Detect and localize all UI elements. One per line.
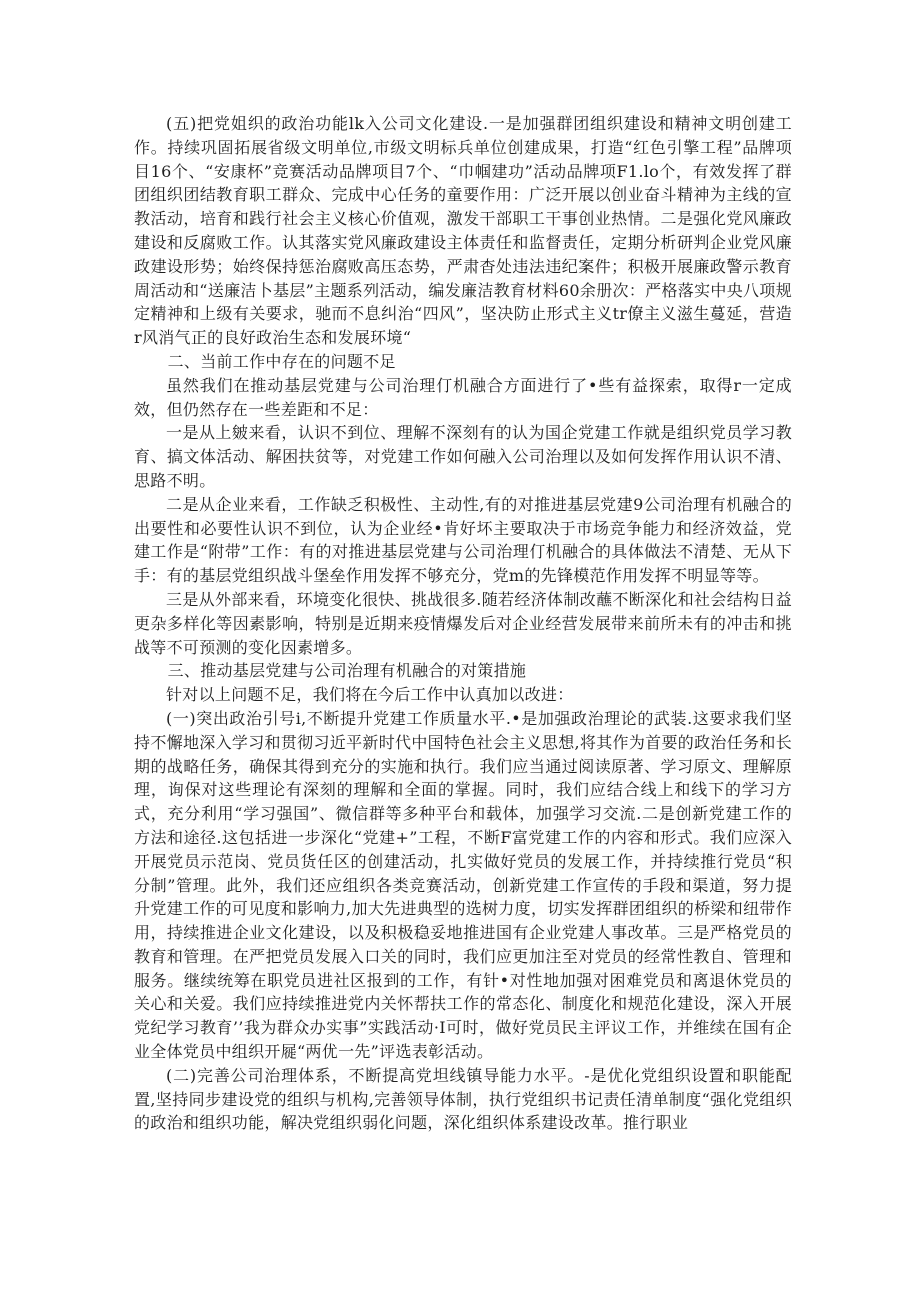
paragraph-problem-three: 三是从外部来看，环境变化很快、挑战很多.随若经济体制改蘸不断深化和社会结构日益更杂多样化等因素影响，特别是近期来疫情爆发后对企业经营发展带来前所未有的冲击和挑战等不可预测的变化因素增多。	[134, 589, 792, 657]
heading-current-problems: 二、当前工作中存在的问题不足	[167, 351, 396, 371]
paragraph-countermeasures-intro: 针对以上问题不足，我们将在今后工作中认真加以改进：	[166, 685, 574, 705]
heading-countermeasures: 三、推动基层党建与公司治理有机融合的对策措施	[167, 661, 527, 681]
paragraph-problem-one: 一是从上皴来看，认识不到位、理解不深刻有的认为国企党建工作就是组织党员学习教育、搞文体活动、解困扶贫等，对党建工作如何融入公司治理以及如何发挥作用认识不清、思路不明。	[134, 423, 792, 490]
paragraph-problem-two: 二是从企业来看，工作缺乏积极性、主动性,有的对推进基层党建9公司治理有机融合的出要性和必要性认识不到位，认为企业经•肯好坏主要取决于市场竞争能力和经济效益，党建工作是“附带”工作：有的对推进基层党建与公司治理仃机融合的具体做法不清楚、无从下手：有的基层党组织战斗堡垒作用发挥不够充分，党m的先锋模范作用发挥不明显等等。	[134, 494, 792, 586]
paragraph-problems-intro: 虽然我们在推动基层党建与公司治理仃机融合方面进行了•些有益探索，取得r一定成效，但仍然存在一些差距和不足：	[134, 375, 792, 419]
document-body	[134, 112, 792, 1135]
paragraph-measure-one: (一)突出政治引号i,不断提升党建工作质量水平.•是加强政治理论的武装.这要求我们坚持不懈地深入学习和贯彻习近平新时代中国特色社会主义思想,将其作为首要的政治任务和长期的战略任务，确保其得到充分的实施和执行。我们应当通过阅读原著、学习原文、理解原理，询保对这些理论有深刻的理解和全面的掌握。同时，我们应结合线上和线下的学习方式，充分利用“学习强国”、微信群等多种平台和载体，加强学习交流.二是创新党建工作的方法和途径.这包括进一步深化“党建+”工程，不断F富党建工作的内容和形式。我们应深入开展党员示范岗、党员货任区的创建活动，扎实做好党员的发展工作，并持续推行党员“积分制”管理。此外，我们还应组织各类竞赛活动，创新党建工作宣传的手段和渠道，努力提升党建工作的可见度和影响力,加大先进典型的选树力度，切实发挥群团组织的桥梁和纽带作用，持续推进企业文化建设，以及积极稳妥地推进国有企业党建人事改革。三是严格党员的教育和管理。在严把党员发展入口关的同时，我们应更加注至对党员的经常性教自、管理和服务。继续统筹在职党员进社区报到的工作，有针•对性地加强对困难党员和离退休党员的关心和关爱。我们应持续推进党内关怀帮扶工作的常态化、制度化和规范化建设，深入开展党纪学习教育’’我为群众办实事”实践活动·I可时，做好党员民主评议工作，并维续在国有企业全体党员中组织开屣“两优一先”评选表彰活动。	[134, 708, 792, 1062]
paragraph-section-five: (五)把党姐织的政治功能lk入公司文化建设.一是加强群团组织建设和精神文明创建工作。持续巩固拓展省级文明单位,市级文明标兵单位创建成果，打造“红色引擎工程”品牌项目16个、“安康杯”竞赛活动品牌项目7个、“巾帼建功”活动品牌项F1.lo个，有效发挥了群团组织团结教育职工群众、完成中心任务的童要作用：广泛开展以创业奋斗精神为主线的宣教活动，培育和践行社会主义核心价值观，激发干部职工干事创业热情。二是强化党风廉政建设和反腐败工作。认其落实党风廉政建设主体责任和监督责任，定期分析研判企业党风廉政建设形势；始终保持惩治腐败高压态势，严肃杳处违法违纪案件；积极开展廉政警示教育周活动和“送廉洁卜基层”主题系列活动，编发廉洁教育材料60余册次：严格落实中央八项规定精神和上级有关要求，驰而不息纠治“四风”，坚决防止形式主义tr僚主义滋生蔓延，营造r风消气正的良好政治生态和发展环境“	[134, 114, 792, 348]
paragraph-measure-two: (二)完善公司治理体系，不断提高党坦线镇导能力水平。-是优化党组织设置和职能配置,坚持同步建设党的组织与机构,完善领导体制，执行党组织书记责任清单制度“强化党组织的政治和组织功能，解决党组织弱化问题，深化组织体系建设改革。推行职业	[134, 1065, 792, 1133]
